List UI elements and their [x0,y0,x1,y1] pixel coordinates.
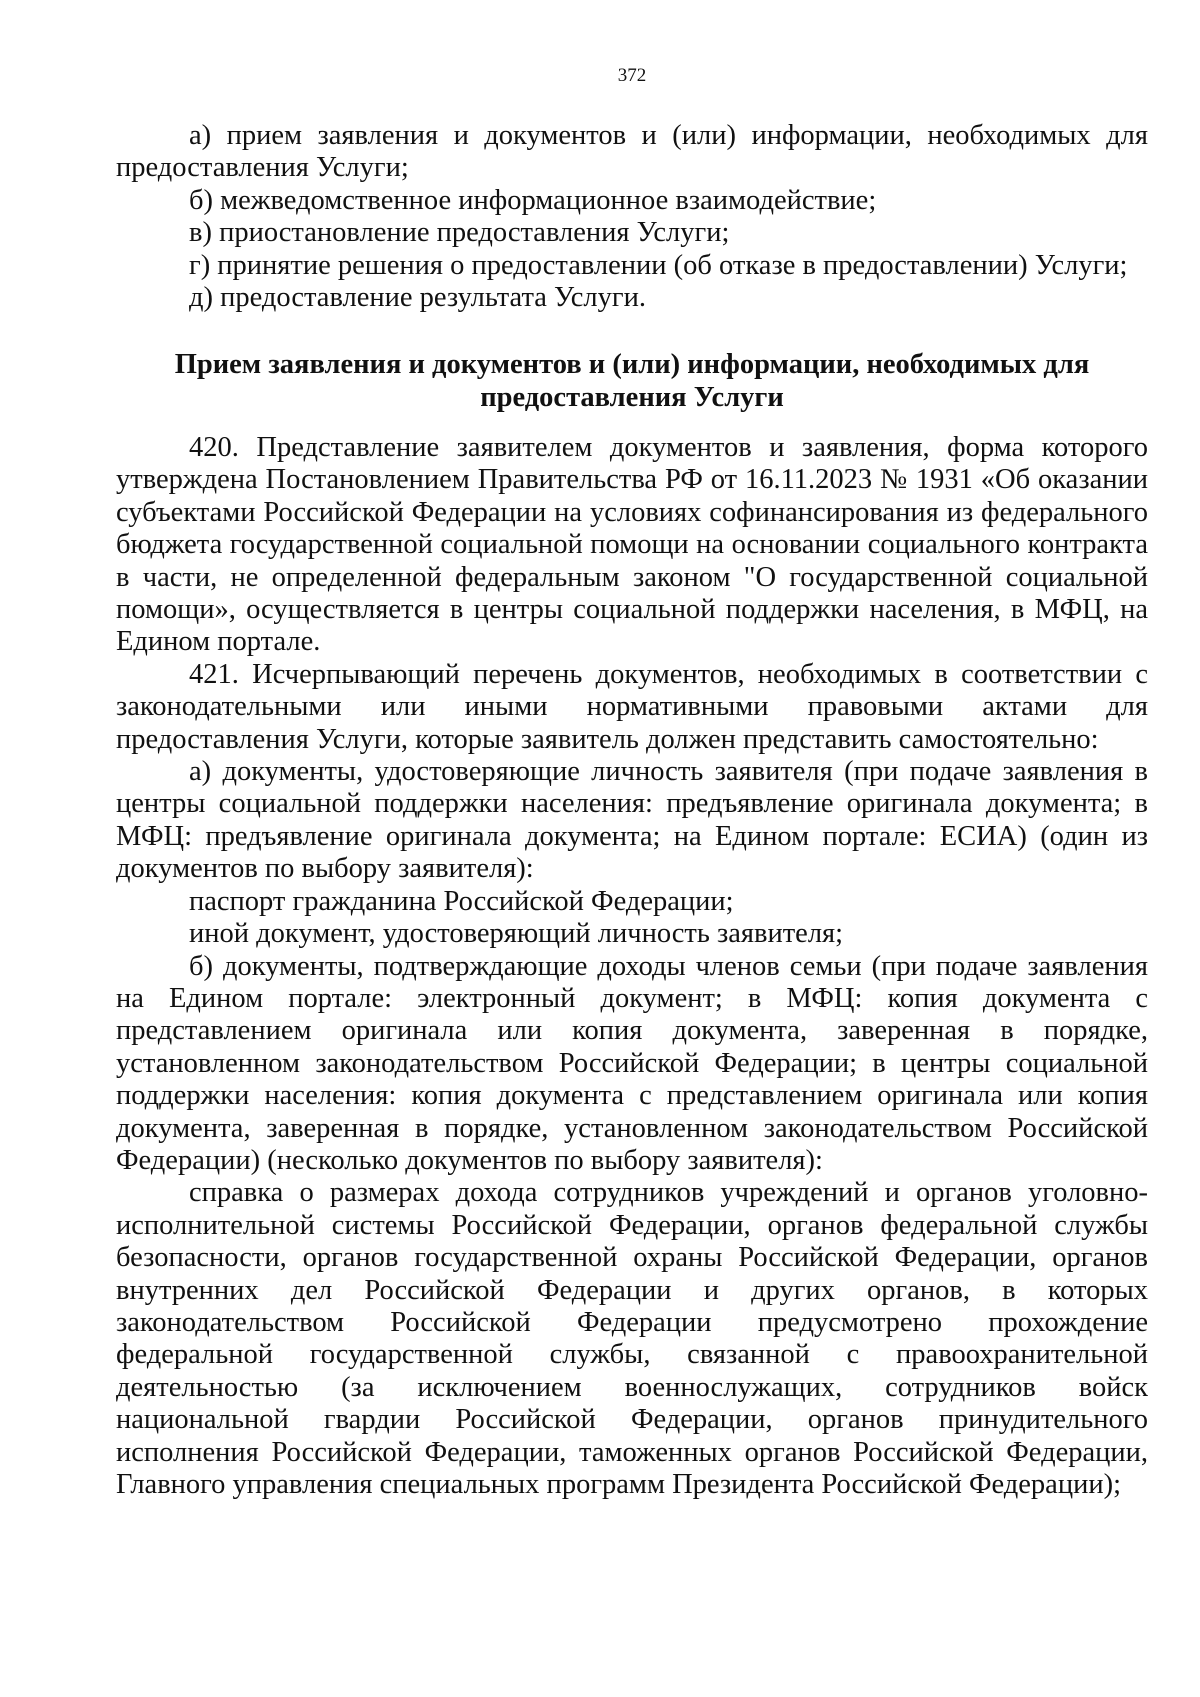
paragraph-420: 420. Представление заявителем документов и заявления, форма которого утверждена Постановлением Правительства РФ от 16.11.2023 № 1931 «Об оказании субъектами Российской Федерации на условиях софинансирования из федерального бюджета государственной социальной помощи на основании социального контракта в части, не определенной федеральным законом "О государственной социальной помощи», осуществляется в центры социальной поддержки населения, в МФЦ, на Едином портале. [116,432,1148,658]
section-heading [116,348,1148,414]
document-option: иной документ, удостоверяющий личность заявителя; [189,918,844,950]
section-heading-line: предоставления Услуги [480,382,784,413]
income-certificate-paragraph: справка о размерах дохода сотрудников учреждений и органов уголовно-исполнительной системы Российской Федерации, органов федеральной службы безопасности, органов государственной охраны Российской Федерации, органов внутренних дел Российской Федерации и других органов, в которых законодательством Российской Федерации предусмотрено прохождение федеральной государственной службы, связанной с правоохранительной деятельностью (за исключением военнослужащих, сотрудников войск национальной гвардии Российской Федерации, органов принудительного исполнения Российской Федерации, таможенных органов Российской Федерации, Главного управления специальных программ Президента Российской Федерации); [116,1177,1148,1500]
paragraph-421: 421. Исчерпывающий перечень документов, необходимых в соответствии с законодательными или иными нормативными правовыми актами для предоставления Услуги, которые заявитель должен представить самостоятельно: [116,658,1148,755]
section-body [116,432,1148,1501]
procedure-list [116,120,1148,314]
list-item: в) приостановление предоставления Услуги; [189,217,730,249]
section-heading-line: Прием заявления и документов и (или) информации, необходимых для [174,349,1090,380]
list-item: а) прием заявления и документов и (или) информации, необходимых для предоставления Услуги; [116,120,1148,184]
paragraph-item-a: а) документы, удостоверяющие личность заявителя (при подаче заявления в центры социальной поддержки населения: предъявление оригинала документа; в МФЦ: предъявление оригинала документа; на Едином портале: ЕСИА) (один из документов по выбору заявителя): [116,756,1148,885]
page-number: 372 [617,65,647,86]
document-option: паспорт гражданина Российской Федерации; [189,885,734,917]
list-item: д) предоставление результата Услуги. [189,282,646,314]
list-item: г) принятие решения о предоставлении (об отказе в предоставлении) Услуги; [189,249,1128,281]
list-item: б) межведомственное информационное взаимодействие; [189,184,877,216]
paragraph-item-b: б) документы, подтверждающие доходы членов семьи (при подаче заявления на Едином портале: электронный документ; в МФЦ: копия документа с представлением оригинала или копия документа, заверенная в порядке, установленном законодательством Российской Федерации; в центры социальной поддержки населения: копия документа с представлением оригинала или копия документа, заверенная в порядке, установленном законодательством Российской Федерации) (несколько документов по выбору заявителя): [116,950,1148,1176]
